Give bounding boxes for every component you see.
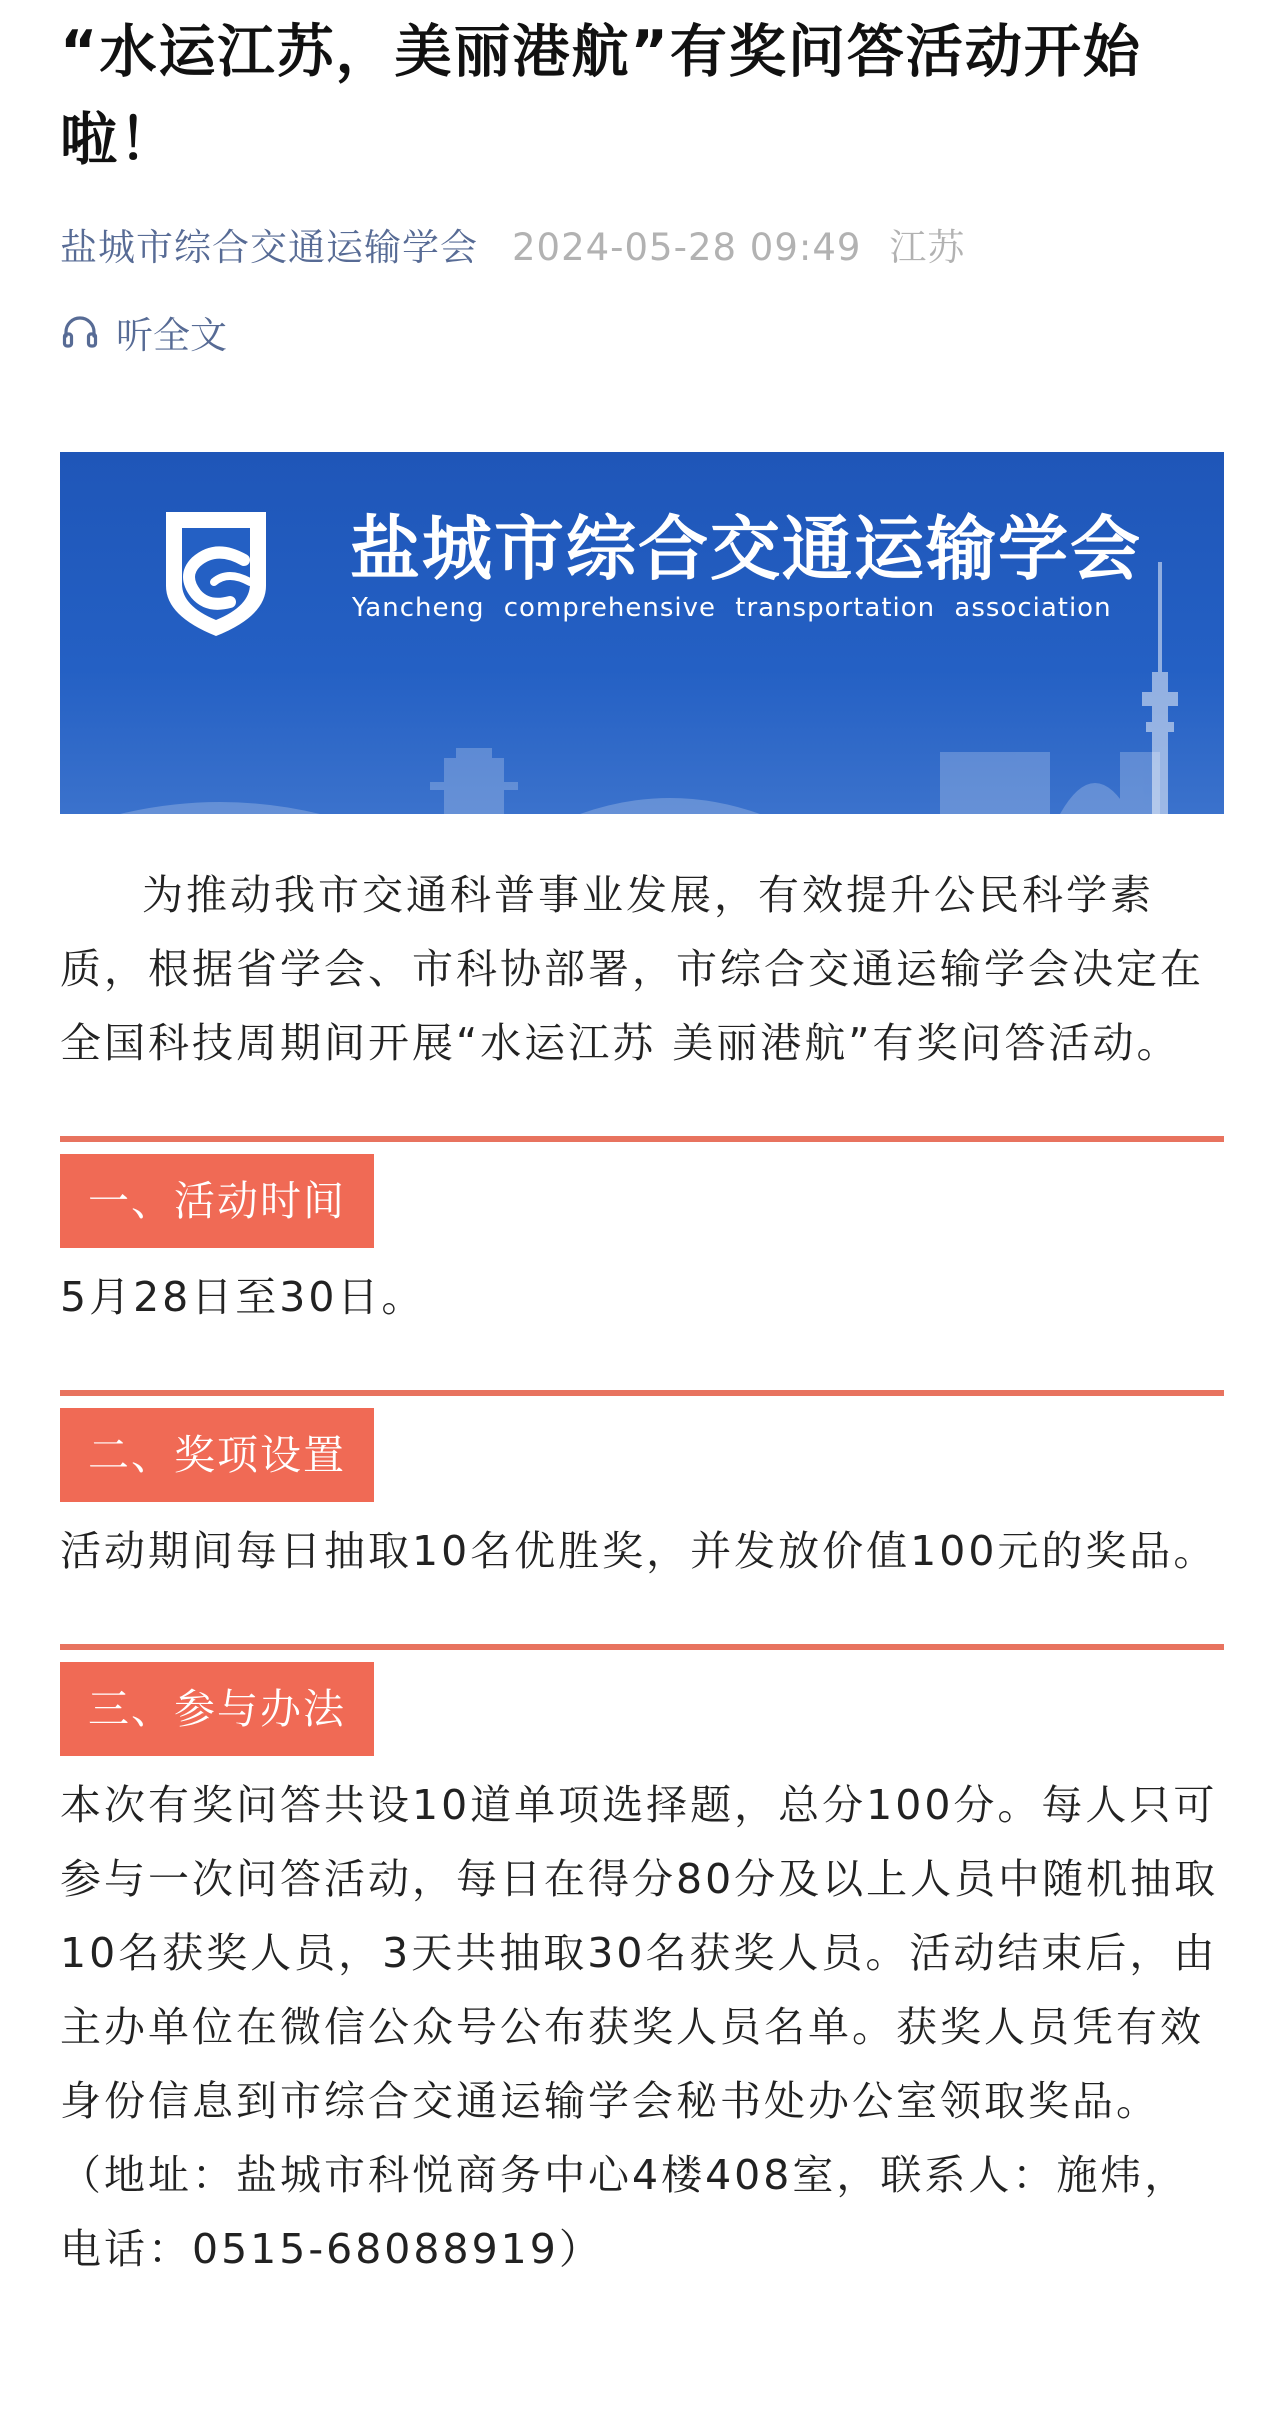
section-heading: 一、活动时间 — [60, 1154, 374, 1248]
listen-label: 听全文 — [116, 314, 227, 357]
publish-region: 江苏 — [889, 226, 966, 269]
banner-org-name-english: Yancheng comprehensive transportation association — [352, 593, 1112, 623]
banner-org-name: 盐城市综合交通运输学会 — [350, 508, 1142, 590]
article-meta — [60, 220, 1224, 276]
article-title: “水运江苏，美丽港航”有奖问答活动开始啦！ — [60, 19, 1142, 173]
section-heading: 二、奖项设置 — [60, 1408, 374, 1502]
account-name-link[interactable]: 盐城市综合交通运输学会 — [60, 226, 478, 269]
section-body: 5月28日至30日。 — [60, 1273, 426, 1321]
association-logo-icon — [156, 504, 276, 640]
section-participation — [60, 1644, 1224, 2286]
section-body: 活动期间每日抽取10名优胜奖，并发放价值100元的奖品。 — [60, 1527, 1218, 1575]
section-prize-setting — [60, 1390, 1224, 1588]
article-page — [60, 0, 1224, 2286]
listen-full-text-button[interactable] — [60, 304, 1224, 360]
section-heading: 三、参与办法 — [60, 1662, 374, 1756]
intro-paragraph: 为推动我市交通科普事业发展，有效提升公民科学素质，根据省学会、市科协部署，市综合交通运输学会决定在全国科技周期间开展“水运江苏 美丽港航”有奖问答活动。 — [60, 871, 1204, 1067]
header-banner-image — [60, 452, 1224, 814]
section-activity-time — [60, 1136, 1224, 1334]
publish-date: 2024-05-28 09:49 — [512, 226, 862, 269]
section-body: 本次有奖问答共设10道单项选择题，总分100分。每人只可参与一次问答活动，每日在得分80分及以上人员中随机抽取10名获奖人员，3天共抽取30名获奖人员。活动结束后，由主办单位在微信公众号公布获奖人员名单。获奖人员凭有效身份信息到市综合交通运输学会秘书处办公室领取奖品。（地址：盐城市科悦商务中心4楼408室，联系人：施炜，电话：0515-68088919） — [60, 1781, 1219, 2273]
headphones-icon — [60, 312, 100, 352]
